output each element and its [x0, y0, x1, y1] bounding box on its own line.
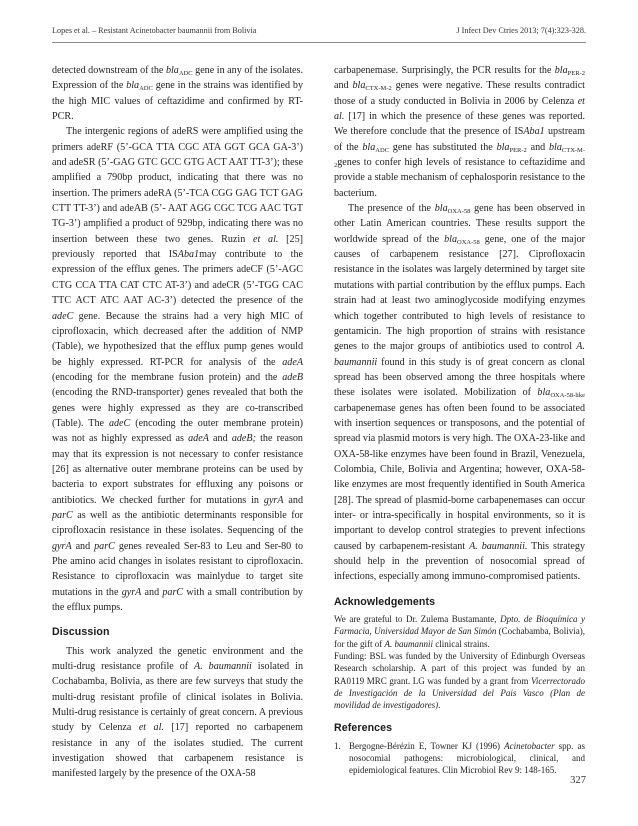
header-journal-citation: J Infect Dev Ctries 2013; 7(4):323-328. — [456, 26, 586, 35]
paragraph: The intergenic regions of adeRS were amplified using the primers adeRF (5’-GCA TTA CGC ATA GGT GCA GA-3’) and adeSR (5’-GAG GTC GCC GTG ACT AAT TT-3’); these amplified a 790bp product, indicating that there was no insertion. The primers adeRA (5’-TCA CGG GAG TCT GAG CTT TT-3’) and adeAB (5’- AAT AGG CGC TCG AAC TGT TG-3’) amplified a product of 929bp, indicating there was no insertion between these two genes. Ruzin et al. [25] previously reported that ISAba1may contribute to the expression of the efflux genes. The primers adeCF (5’-AGC CTG CCA TTA CAT CTC AT-3’) and adeCR (5’-TGG CAC TTC ACT ATC AAT AC-3’) detected the presence of the adeC gene. Because the strains had a very high MIC of ciprofloxacin, which decreased after the addition of NMP (Table), we hypothesized that the efflux pump genes would be highly expressed. RT-PCR for analysis of the adeA (encoding for the membrane fusion protein) and the adeB (encoding the RND-transporter) genes revealed that both the genes were highly expressed as they are co-transcribed (Table). The adeC (encoding the outer membrane protein) was not as highly expressed as adeA and adeB; the reason may that its expression is not necessary to confer resistance [26] as alternative outer membrane proteins can be used by bacteria to export substrates for effluxing any poisons or antibiotics. We checked further for mutations in gyrA and parC as well as the antibiotic determinants responsible for ciprofloxacin resistance in these isolates. Sequencing of the gyrA and parC genes revealed Ser-83 to Leu and Ser-80 to Phe amino acid changes in isolates resistant to ciprofloxacin. Resistance to ciprofloxacin was mainlydue to target site mutations in the gyrA and parC with a small contribution by the efflux pumps. — [52, 126, 304, 614]
reference-number: 1. — [334, 740, 341, 751]
page-number: 327 — [570, 775, 586, 786]
funding-text: Funding: BSL was funded by the University of Edinburgh Overseas Research scholarship. A part of this project was funded by an RA0119 MRC grant. LG was funded by a grant from Vicerrectorado de Investigación de la Universidad del Pais Vasco (Plan de movilidad de investigadores). — [334, 650, 585, 711]
left-column — [52, 63, 303, 782]
paragraph: carbapenemase. Surprisingly, the PCR results for the bla$_{PER-2}$ and bla$_{CTX-M-2}$ genes were negative. These results contradict those of a study conducted in Bolivia in 2006 by Celenza et al. [17] in which the presence of these genes was reported. We therefore conclude that the presence of ISAba1 upstream of the bla$_{ADC}$ gene has substituted the bla$_{PER-2}$ and bla$_{CTX-M-2}$genes to confer high levels of resistance to ceftazidime and provide a stable mechanism of cephalosporin resistance to the bacterium. — [334, 65, 585, 199]
reference-text: Bergogne-Bérézin E, Towner KJ (1996) Acinetobacter spp. as nosocomial pathogens: microbiological, clinical, and epidemiological features. Clin Microbiol Rev 9: 148-165. — [349, 740, 586, 776]
references-heading: References — [334, 722, 393, 735]
paragraph: detected downstream of the bla$_{ADC}$ gene in any of the isolates. Expression of the bla$_{ADC}$ gene in the strains was identified by the high MIC values of ceftazidime and confirmed by RT-PCR. — [52, 65, 303, 123]
reference-item — [334, 740, 585, 777]
header-rule — [52, 42, 586, 43]
paragraph: The presence of the bla$_{OXA-58}$ gene has been observed in other Latin American countries. These results support the worldwide spread of the bla$_{OXA-58}$ gene, one of the major causes of carbapenem resistance [27]. Ciprofloxacin resistance in the isolates was largely determined by target site mutations with partial contribution by the efflux pumps. Each strain had at least two aminoglycoside modifying enzymes which together contributed to high levels of resistance to gentamicin. The high proportion of strains with resistance genes to the major groups of antibiotics used to control A. baumannii found in this study is of great concern as clonal spread has been observed among the three hospitals where these isolates were isolated. Mobilization of bla$_{OXA-58-like}$ carbapenemase genes has often been found to be associated with insertion sequences or transposons, and the potential of spread via plasmid motors is very high. The OXA-23-like and OXA-58-like enzymes have been found in Brazil, Venezuela, Colombia, Chile, Bolivia and Argentina; however, OXA-58-like enzymes are most frequently identified in South America [28]. The spread of plasmid-borne carbapenemases can occur inter- or intra-specifically in hospital environments, so it is important to develop control strategies to prevent infections caused by carbapenem-resistant A. baumannii. This strategy should help in the prevention of nosocomial spread of infections, especially among immuno-compromised patients. — [334, 203, 585, 583]
paragraph: This work analyzed the genetic environment and the multi-drug resistance profile of A. baumannii isolated in Cochabamba, Bolivia, as there are few surveys that study the multi-drug resistant profile of clinical isolates in Bolivia. Multi-drug resistance is certainly of great concern. A previous study by Celenza et al. [17] reported no carbapenem resistance in any of the isolates studied. The current investigation showed that carbapenem resistance is manifested largely by the presence of the OXA-58 — [52, 645, 303, 780]
acknowledgements-text: We are grateful to Dr. Zulema Bustamante, Dpto. de Bioquímica y Farmacia, Universidad Mayor de San Simón (Cochabamba, Bolivia), for the gift of A. baumannii clinical strains. — [334, 614, 586, 649]
header-left-citation: Lopes et al. – Resistant Acinetobacter baumannii from Bolivia — [52, 26, 257, 35]
discussion-heading: Discussion — [52, 626, 110, 639]
running-header — [52, 26, 586, 40]
right-column — [334, 63, 585, 777]
acknowledgements-heading: Acknowledgements — [334, 595, 436, 608]
